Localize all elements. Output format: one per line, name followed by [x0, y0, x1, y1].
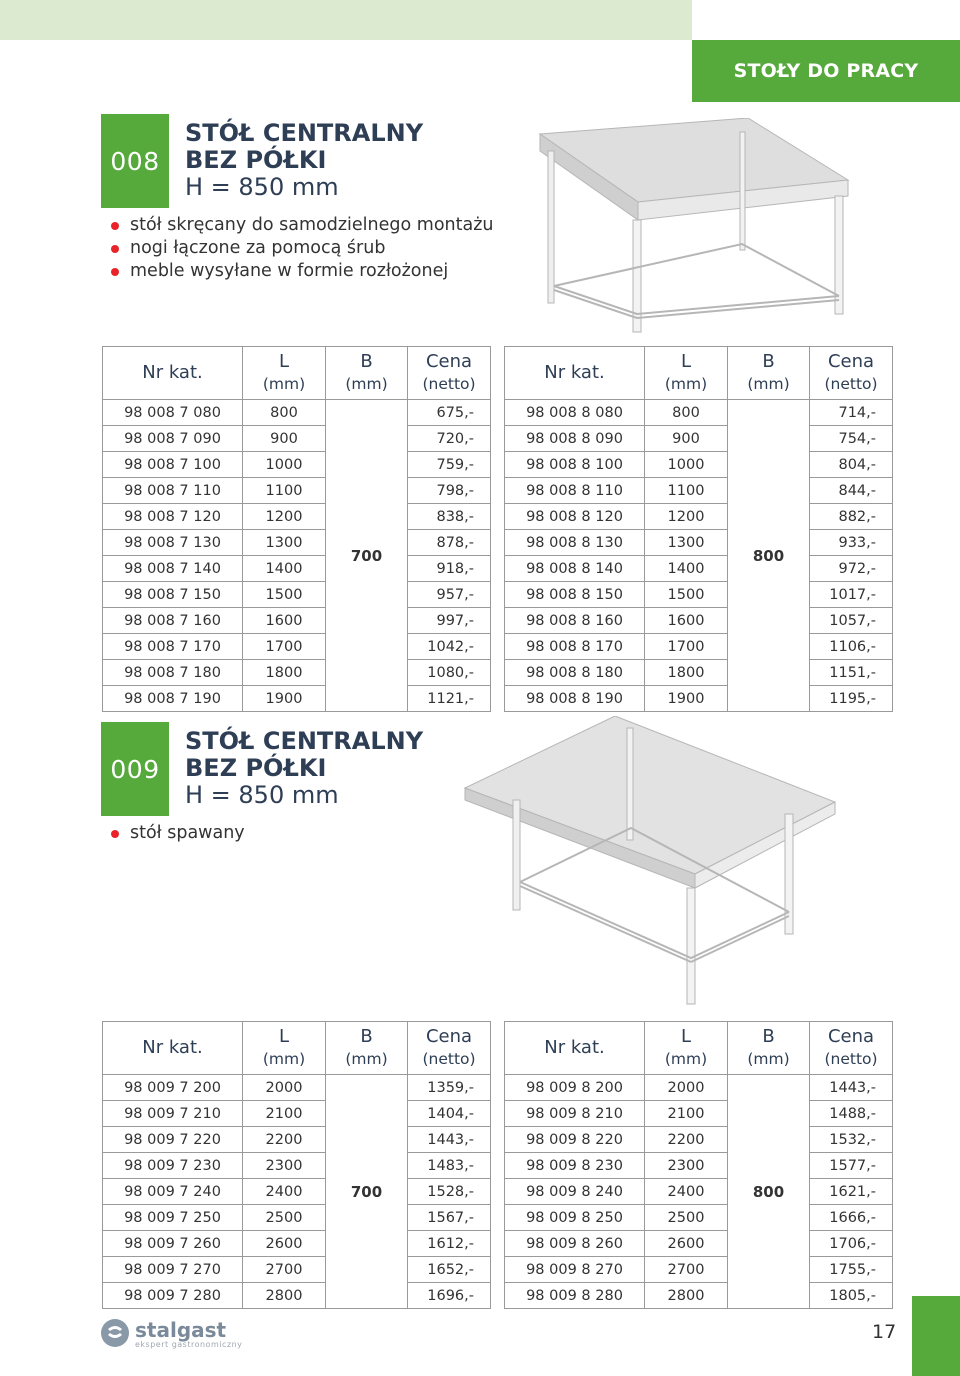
table-row	[103, 1257, 491, 1283]
cell-length: 900	[645, 426, 728, 452]
cell-length: 900	[243, 426, 326, 452]
header-unit: (netto)	[422, 375, 476, 393]
feature-text: stół spawany	[130, 823, 245, 843]
cell-width-merged: 700	[326, 400, 408, 712]
cell-price: 1195,-	[810, 686, 893, 712]
table-row	[505, 400, 893, 426]
table-row	[505, 686, 893, 712]
cell-length: 1200	[243, 504, 326, 530]
cell-catalog: 98 008 8 130	[505, 530, 645, 556]
cell-price: 1706,-	[810, 1231, 893, 1257]
cell-length: 2100	[645, 1101, 728, 1127]
table-row	[103, 1153, 491, 1179]
cell-catalog: 98 009 7 220	[103, 1127, 243, 1153]
table-row	[103, 1127, 491, 1153]
cell-length: 2300	[645, 1153, 728, 1179]
col-header-length	[645, 1022, 728, 1075]
table-row	[103, 478, 491, 504]
table-header-row	[505, 347, 893, 400]
cell-catalog: 98 008 8 160	[505, 608, 645, 634]
cell-length: 1400	[645, 556, 728, 582]
table-row	[505, 478, 893, 504]
cell-price: 1443,-	[408, 1127, 491, 1153]
price-table-009-8	[504, 1021, 893, 1309]
cell-price: 838,-	[408, 504, 491, 530]
table-row	[103, 1283, 491, 1309]
cell-price: 882,-	[810, 504, 893, 530]
cell-catalog: 98 009 7 270	[103, 1257, 243, 1283]
col-header-price	[810, 1022, 893, 1075]
top-accent-bar	[0, 0, 692, 40]
header-label: B	[360, 351, 373, 372]
cell-length: 1600	[243, 608, 326, 634]
cell-price: 1621,-	[810, 1179, 893, 1205]
cell-length: 2300	[243, 1153, 326, 1179]
header-unit: (mm)	[345, 375, 388, 393]
table-row	[505, 1257, 893, 1283]
cell-catalog: 98 008 7 190	[103, 686, 243, 712]
col-header-catalog: Nr kat.	[505, 347, 645, 400]
cell-price: 759,-	[408, 452, 491, 478]
header-label: Cena	[827, 351, 875, 372]
header-unit: (mm)	[262, 375, 306, 393]
header-label: Cena	[425, 1026, 473, 1047]
section-number-008: 008	[101, 114, 169, 208]
cell-length: 1000	[243, 452, 326, 478]
header-label: L	[680, 1026, 692, 1047]
cell-catalog: 98 008 8 110	[505, 478, 645, 504]
table-row	[103, 582, 491, 608]
cell-catalog: 98 008 8 120	[505, 504, 645, 530]
table-row	[505, 1127, 893, 1153]
cell-price: 798,-	[408, 478, 491, 504]
header-label: L	[680, 351, 692, 372]
cell-price: 918,-	[408, 556, 491, 582]
cell-length: 2400	[645, 1179, 728, 1205]
cell-price: 1696,-	[408, 1283, 491, 1309]
table-row	[103, 504, 491, 530]
cell-length: 1800	[645, 660, 728, 686]
cell-catalog: 98 009 8 240	[505, 1179, 645, 1205]
table-row	[103, 556, 491, 582]
cell-price: 1755,-	[810, 1257, 893, 1283]
cell-price: 1652,-	[408, 1257, 491, 1283]
cell-catalog: 98 009 8 200	[505, 1075, 645, 1101]
table-row	[103, 530, 491, 556]
cell-catalog: 98 009 8 210	[505, 1101, 645, 1127]
cell-length: 800	[645, 400, 728, 426]
cell-catalog: 98 008 7 090	[103, 426, 243, 452]
cell-length: 1500	[645, 582, 728, 608]
stalgast-logo-icon	[100, 1318, 130, 1348]
feature-text: meble wysyłane w formie rozłożonej	[130, 261, 449, 281]
header-unit: (mm)	[262, 1050, 306, 1068]
table-row	[103, 1101, 491, 1127]
cell-catalog: 98 008 7 130	[103, 530, 243, 556]
table-row	[505, 530, 893, 556]
header-label: L	[278, 1026, 290, 1047]
cell-catalog: 98 009 7 230	[103, 1153, 243, 1179]
price-table-008-7	[102, 346, 491, 712]
table-row	[505, 634, 893, 660]
cell-price: 1612,-	[408, 1231, 491, 1257]
cell-price: 1106,-	[810, 634, 893, 660]
cell-price: 1528,-	[408, 1179, 491, 1205]
header-label: B	[360, 1026, 373, 1047]
cell-length: 2500	[645, 1205, 728, 1231]
cell-price: 972,-	[810, 556, 893, 582]
header-label: Cena	[425, 351, 473, 372]
table-row	[505, 1231, 893, 1257]
table-row	[505, 556, 893, 582]
cell-catalog: 98 008 8 140	[505, 556, 645, 582]
cell-length: 2200	[243, 1127, 326, 1153]
cell-catalog: 98 009 7 260	[103, 1231, 243, 1257]
cell-price: 1443,-	[810, 1075, 893, 1101]
cell-catalog: 98 009 8 270	[505, 1257, 645, 1283]
table-row	[505, 1179, 893, 1205]
cell-length: 2000	[645, 1075, 728, 1101]
col-header-catalog: Nr kat.	[103, 347, 243, 400]
cell-price: 1404,-	[408, 1101, 491, 1127]
cell-catalog: 98 008 7 140	[103, 556, 243, 582]
cell-length: 2200	[645, 1127, 728, 1153]
cell-length: 2600	[645, 1231, 728, 1257]
corner-accent-bar	[912, 1296, 960, 1376]
title-line-2: BEZ PÓŁKI	[185, 754, 327, 782]
cell-price: 1532,-	[810, 1127, 893, 1153]
header-unit: (mm)	[664, 1050, 708, 1068]
cell-length: 1400	[243, 556, 326, 582]
cell-width-merged: 700	[326, 1075, 408, 1309]
cell-catalog: 98 009 8 250	[505, 1205, 645, 1231]
table-row	[103, 660, 491, 686]
cell-catalog: 98 008 7 150	[103, 582, 243, 608]
cell-price: 957,-	[408, 582, 491, 608]
col-header-length	[243, 1022, 326, 1075]
feature-list-009	[110, 822, 245, 845]
cell-catalog: 98 009 8 260	[505, 1231, 645, 1257]
table-row	[505, 660, 893, 686]
price-table-008-8	[504, 346, 893, 712]
cell-length: 1300	[645, 530, 728, 556]
section-title-008	[185, 120, 423, 201]
header-label: L	[278, 351, 290, 372]
bullet-dot-icon	[111, 830, 119, 838]
cell-price: 1805,-	[810, 1283, 893, 1309]
cell-length: 2600	[243, 1231, 326, 1257]
cell-price: 878,-	[408, 530, 491, 556]
feature-list-008	[110, 214, 494, 283]
cell-price: 1151,-	[810, 660, 893, 686]
cell-catalog: 98 008 7 180	[103, 660, 243, 686]
cell-catalog: 98 008 7 170	[103, 634, 243, 660]
cell-price: 1577,-	[810, 1153, 893, 1179]
header-unit: (mm)	[664, 375, 708, 393]
cell-price: 1042,-	[408, 634, 491, 660]
cell-length: 2800	[645, 1283, 728, 1309]
table-row	[505, 608, 893, 634]
table-row	[505, 1075, 893, 1101]
work-table-illustration	[530, 118, 870, 336]
brand-tagline: ekspert gastronomiczny	[135, 1340, 243, 1349]
col-header-price	[408, 1022, 491, 1075]
col-header-width	[728, 1022, 810, 1075]
table-row	[103, 1075, 491, 1101]
page-number: 17	[872, 1321, 897, 1343]
table-row	[505, 1101, 893, 1127]
cell-catalog: 98 008 8 190	[505, 686, 645, 712]
cell-catalog: 98 008 8 100	[505, 452, 645, 478]
col-header-price	[408, 347, 491, 400]
cell-catalog: 98 008 7 100	[103, 452, 243, 478]
cell-length: 1300	[243, 530, 326, 556]
cell-width-merged: 800	[728, 400, 810, 712]
cell-catalog: 98 009 8 280	[505, 1283, 645, 1309]
header-unit: (mm)	[747, 375, 790, 393]
cell-length: 2700	[243, 1257, 326, 1283]
cell-length: 2400	[243, 1179, 326, 1205]
table-row	[103, 400, 491, 426]
cell-length: 1600	[645, 608, 728, 634]
cell-price: 714,-	[810, 400, 893, 426]
col-header-price	[810, 347, 893, 400]
header-label: B	[762, 351, 775, 372]
table-row	[103, 1179, 491, 1205]
cell-price: 997,-	[408, 608, 491, 634]
feature-text: stół skręcany do samodzielnego montażu	[130, 215, 494, 235]
cell-price: 1666,-	[810, 1205, 893, 1231]
list-item	[110, 260, 494, 283]
col-header-width	[728, 347, 810, 400]
header-unit: (mm)	[747, 1050, 790, 1068]
bullet-dot-icon	[111, 245, 119, 253]
header-label: Cena	[827, 1026, 875, 1047]
table-row	[505, 1283, 893, 1309]
cell-catalog: 98 008 8 090	[505, 426, 645, 452]
col-header-catalog: Nr kat.	[505, 1022, 645, 1075]
cell-length: 1700	[645, 634, 728, 660]
table-row	[103, 452, 491, 478]
cell-price: 1359,-	[408, 1075, 491, 1101]
list-item	[110, 214, 494, 237]
table-row	[505, 1153, 893, 1179]
brand-name: stalgast	[135, 1318, 227, 1342]
cell-catalog: 98 008 7 110	[103, 478, 243, 504]
cell-length: 2800	[243, 1283, 326, 1309]
cell-catalog: 98 009 8 220	[505, 1127, 645, 1153]
cell-length: 1100	[243, 478, 326, 504]
work-table-illustration	[455, 716, 845, 1008]
cell-length: 2500	[243, 1205, 326, 1231]
price-table-009-7	[102, 1021, 491, 1309]
col-header-length	[645, 347, 728, 400]
title-height: H = 850 mm	[185, 781, 339, 809]
table-row	[103, 426, 491, 452]
table-row	[505, 452, 893, 478]
col-header-catalog: Nr kat.	[103, 1022, 243, 1075]
section-title-009	[185, 728, 423, 809]
table-row	[103, 634, 491, 660]
cell-price: 1121,-	[408, 686, 491, 712]
cell-catalog: 98 009 7 250	[103, 1205, 243, 1231]
cell-length: 2700	[645, 1257, 728, 1283]
bullet-dot-icon	[111, 268, 119, 276]
table-header-row	[505, 1022, 893, 1075]
list-item	[110, 822, 245, 845]
col-header-width	[326, 347, 408, 400]
cell-price: 804,-	[810, 452, 893, 478]
cell-catalog: 98 008 8 150	[505, 582, 645, 608]
cell-length: 1900	[645, 686, 728, 712]
table-row	[103, 1231, 491, 1257]
cell-length: 1100	[645, 478, 728, 504]
table-row	[103, 686, 491, 712]
cell-catalog: 98 009 8 230	[505, 1153, 645, 1179]
feature-text: nogi łączone za pomocą śrub	[130, 238, 386, 258]
title-line-1: STÓŁ CENTRALNY	[185, 727, 424, 755]
cell-length: 1700	[243, 634, 326, 660]
cell-length: 800	[243, 400, 326, 426]
header-unit: (mm)	[345, 1050, 388, 1068]
cell-price: 1488,-	[810, 1101, 893, 1127]
table-row	[103, 608, 491, 634]
cell-price: 675,-	[408, 400, 491, 426]
table-row	[505, 504, 893, 530]
cell-price: 1483,-	[408, 1153, 491, 1179]
cell-price: 1057,-	[810, 608, 893, 634]
cell-price: 844,-	[810, 478, 893, 504]
title-line-1: STÓŁ CENTRALNY	[185, 119, 424, 147]
category-badge: STOŁY DO PRACY	[692, 40, 960, 102]
bullet-dot-icon	[111, 222, 119, 230]
title-line-2: BEZ PÓŁKI	[185, 146, 327, 174]
cell-length: 1900	[243, 686, 326, 712]
cell-catalog: 98 008 7 120	[103, 504, 243, 530]
cell-catalog: 98 008 7 160	[103, 608, 243, 634]
cell-price: 933,-	[810, 530, 893, 556]
section-number-009: 009	[101, 722, 169, 816]
cell-catalog: 98 008 8 180	[505, 660, 645, 686]
table-row	[505, 1205, 893, 1231]
table-row	[103, 1205, 491, 1231]
cell-length: 1500	[243, 582, 326, 608]
col-header-width	[326, 1022, 408, 1075]
cell-catalog: 98 009 7 240	[103, 1179, 243, 1205]
cell-price: 1080,-	[408, 660, 491, 686]
cell-catalog: 98 009 7 280	[103, 1283, 243, 1309]
cell-price: 754,-	[810, 426, 893, 452]
cell-length: 1800	[243, 660, 326, 686]
cell-length: 2100	[243, 1101, 326, 1127]
table-row	[505, 582, 893, 608]
cell-length: 1200	[645, 504, 728, 530]
cell-length: 1000	[645, 452, 728, 478]
cell-catalog: 98 009 7 210	[103, 1101, 243, 1127]
header-unit: (netto)	[422, 1050, 476, 1068]
table-header-row	[103, 347, 491, 400]
header-unit: (netto)	[824, 1050, 878, 1068]
header-unit: (netto)	[824, 375, 878, 393]
col-header-length	[243, 347, 326, 400]
cell-length: 2000	[243, 1075, 326, 1101]
cell-price: 1567,-	[408, 1205, 491, 1231]
cell-width-merged: 800	[728, 1075, 810, 1309]
cell-price: 1017,-	[810, 582, 893, 608]
table-header-row	[103, 1022, 491, 1075]
cell-catalog: 98 009 7 200	[103, 1075, 243, 1101]
cell-catalog: 98 008 8 080	[505, 400, 645, 426]
list-item	[110, 237, 494, 260]
cell-catalog: 98 008 8 170	[505, 634, 645, 660]
cell-price: 720,-	[408, 426, 491, 452]
cell-catalog: 98 008 7 080	[103, 400, 243, 426]
table-row	[505, 426, 893, 452]
header-label: B	[762, 1026, 775, 1047]
title-height: H = 850 mm	[185, 173, 339, 201]
